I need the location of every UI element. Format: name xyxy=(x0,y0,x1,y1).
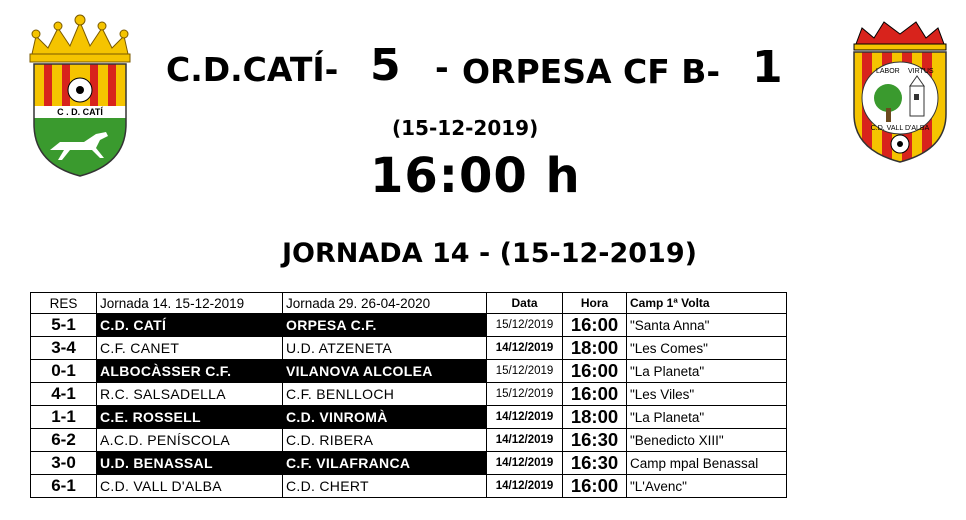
home-team-name: C.D.CATÍ- xyxy=(166,50,339,89)
cd-cati-crest xyxy=(24,14,136,178)
svg-text:LABOR: LABOR xyxy=(876,68,900,75)
table-row xyxy=(31,337,787,360)
venue-cell: "La Planeta" xyxy=(627,360,787,383)
table-row xyxy=(31,429,787,452)
away-team-cell: VILANOVA ALCOLEA xyxy=(283,360,487,383)
hour-cell: 16:30 xyxy=(563,452,627,475)
table-row xyxy=(31,406,787,429)
match-headline xyxy=(160,40,820,100)
result-cell: 6-2 xyxy=(31,429,97,452)
home-score: 5 xyxy=(370,40,401,91)
away-score: 1 xyxy=(752,42,783,93)
home-team-cell: R.C. SALSADELLA xyxy=(97,383,283,406)
date-cell: 15/12/2019 xyxy=(487,383,563,406)
result-cell: 3-0 xyxy=(31,452,97,475)
away-team-cell: C.D. VINROMÀ xyxy=(283,406,487,429)
table-row xyxy=(31,360,787,383)
table-row xyxy=(31,475,787,498)
away-team-cell: C.D. CHERT xyxy=(283,475,487,498)
svg-text:C . D. CATÍ: C . D. CATÍ xyxy=(57,107,103,117)
round-title: JORNADA 14 - (15-12-2019) xyxy=(282,238,697,269)
table-header-row xyxy=(31,293,787,314)
date-cell: 15/12/2019 xyxy=(487,314,563,337)
away-team-cell: C.F. VILAFRANCA xyxy=(283,452,487,475)
away-team-cell: U.D. ATZENETA xyxy=(283,337,487,360)
hour-cell: 16:00 xyxy=(563,475,627,498)
result-cell: 4-1 xyxy=(31,383,97,406)
home-team-cell: A.C.D. PENÍSCOLA xyxy=(97,429,283,452)
venue-cell: "Benedicto XIII" xyxy=(627,429,787,452)
result-cell: 6-1 xyxy=(31,475,97,498)
result-cell: 5-1 xyxy=(31,314,97,337)
column-header-date: Data xyxy=(487,293,563,314)
home-team-cell: C.D. VALL D'ALBA xyxy=(97,475,283,498)
venue-cell: "L'Avenc" xyxy=(627,475,787,498)
hour-cell: 16:30 xyxy=(563,429,627,452)
venue-cell: "Les Comes" xyxy=(627,337,787,360)
table-row xyxy=(31,452,787,475)
away-team-cell: C.F. BENLLOCH xyxy=(283,383,487,406)
hour-cell: 18:00 xyxy=(563,406,627,429)
result-cell: 0-1 xyxy=(31,360,97,383)
match-date: (15-12-2019) xyxy=(392,116,539,140)
away-team-cell: C.D. RIBERA xyxy=(283,429,487,452)
home-team-cell: ALBOCÀSSER C.F. xyxy=(97,360,283,383)
date-cell: 14/12/2019 xyxy=(487,452,563,475)
venue-cell: Camp mpal Benassal xyxy=(627,452,787,475)
date-cell: 14/12/2019 xyxy=(487,429,563,452)
cd-vall-dalba-crest xyxy=(848,14,952,164)
home-team-cell: C.E. ROSSELL xyxy=(97,406,283,429)
venue-cell: "Santa Anna" xyxy=(627,314,787,337)
svg-text:C.D. VALL D'ALBA: C.D. VALL D'ALBA xyxy=(870,125,930,132)
column-header-away: Jornada 29. 26-04-2020 xyxy=(283,293,487,314)
away-team-cell: ORPESA C.F. xyxy=(283,314,487,337)
home-team-cell: C.D. CATÍ xyxy=(97,314,283,337)
date-cell: 14/12/2019 xyxy=(487,337,563,360)
date-cell: 14/12/2019 xyxy=(487,406,563,429)
column-header-res: RES xyxy=(31,293,97,314)
score-separator: - xyxy=(435,48,449,87)
kickoff-time: 16:00 h xyxy=(370,148,581,204)
venue-cell: "Les Viles" xyxy=(627,383,787,406)
result-cell: 3-4 xyxy=(31,337,97,360)
away-team-name: ORPESA CF B- xyxy=(462,52,721,91)
hour-cell: 16:00 xyxy=(563,314,627,337)
hour-cell: 18:00 xyxy=(563,337,627,360)
table-row xyxy=(31,314,787,337)
hour-cell: 16:00 xyxy=(563,383,627,406)
column-header-venue: Camp 1ª Volta xyxy=(627,293,787,314)
venue-cell: "La Planeta" xyxy=(627,406,787,429)
column-header-hour: Hora xyxy=(563,293,627,314)
hour-cell: 16:00 xyxy=(563,360,627,383)
results-table xyxy=(30,292,787,498)
result-cell: 1-1 xyxy=(31,406,97,429)
column-header-home: Jornada 14. 15-12-2019 xyxy=(97,293,283,314)
home-team-cell: C.F. CANET xyxy=(97,337,283,360)
date-cell: 14/12/2019 xyxy=(487,475,563,498)
table-row xyxy=(31,383,787,406)
date-cell: 15/12/2019 xyxy=(487,360,563,383)
svg-text:VIRTUS: VIRTUS xyxy=(908,68,934,75)
home-team-cell: U.D. BENASSAL xyxy=(97,452,283,475)
